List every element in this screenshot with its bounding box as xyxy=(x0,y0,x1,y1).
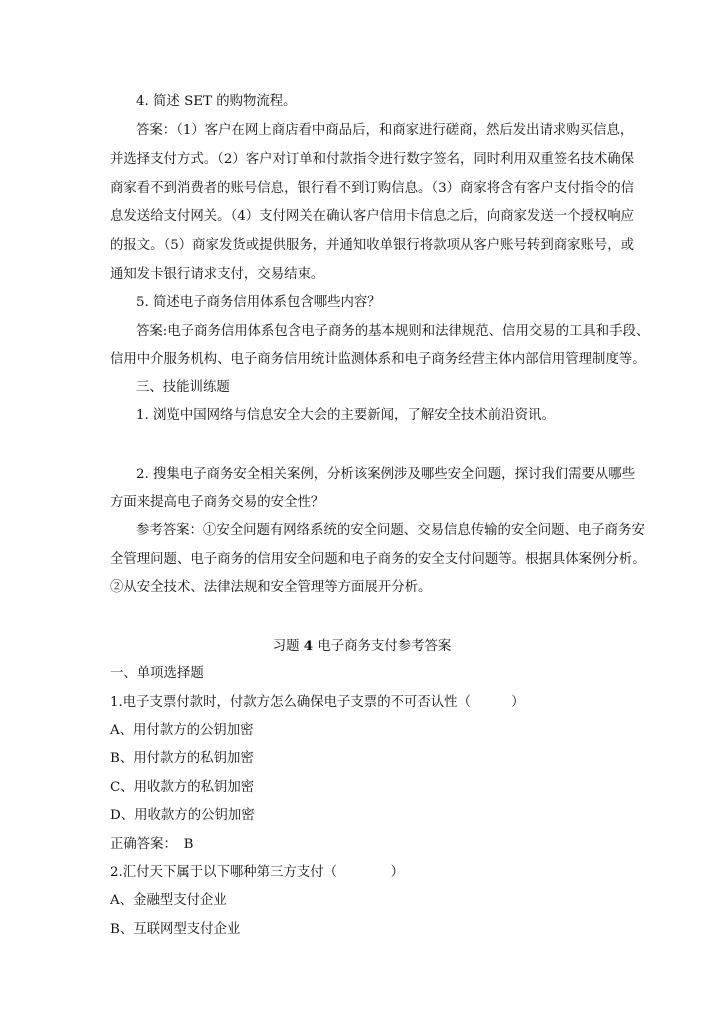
q4-answer-line: 答案：（1）客户在网上商店看中商品后，和商家进行磋商，然后发出请求购买信息， xyxy=(136,123,634,138)
q4-answer-line: 的报文。（5）商家发货或提供服务，并通知收单银行将款项从客户账号转到商家账号，或 xyxy=(110,238,635,253)
q5-answer-line: 答案:电子商务信用体系包含电子商务的基本规则和法律规范、信用交易的工具和手段、 xyxy=(136,324,650,339)
q5-answer-line: 信用中介服务机构、电子商务信用统计监测体系和电子商务经营主体内部信用管理制度等。 xyxy=(110,352,646,367)
mc-question-1: 1.电子支票付款时，付款方怎么确保电子支票的不可否认性（ ） xyxy=(110,695,525,710)
exercise-title-number: 4 xyxy=(303,638,314,654)
mc1-option-b: B、用付款方的私钥加密 xyxy=(110,751,254,766)
mc2-option-a: A、金融型支付企业 xyxy=(110,893,227,908)
mc2-option-b: B、互联网型支付企业 xyxy=(110,922,241,937)
q4-answer-line: 息发送给支付网关。（4）支付网关在确认客户信用卡信息之后，向商家发送一个授权响应 xyxy=(110,209,635,224)
exercise-title-text: 电子商务支付参考答案 xyxy=(317,639,452,654)
section-1-title: 一、单项选择题 xyxy=(110,666,204,681)
mc1-option-a: A、用付款方的公钥加密 xyxy=(110,723,254,738)
mc1-correct-answer: 正确答案： B xyxy=(110,837,194,852)
q4-answer-line: 通知发卡银行请求支付，交易结束。 xyxy=(110,267,325,282)
exercise-title-prefix: 习题 xyxy=(272,639,300,654)
skill-item-1: 1. 浏览中国网络与信息安全大会的主要新闻，了解安全技术前沿资讯。 xyxy=(136,408,555,423)
skill-item-2-line: 2. 搜集电子商务安全相关案例，分析该案例涉及哪些安全问题，探讨我们需要从哪些 xyxy=(136,467,636,482)
q4-answer-line: 并选择支付方式。（2）客户对订单和付款指令进行数字签名，同时利用双重签名技术确保 xyxy=(110,152,635,167)
q4-answer-line: 商家看不到消费者的账号信息，银行看不到订购信息。（3）商家将含有客户支付指令的信 xyxy=(110,181,635,196)
reference-answer-line: ②从安全技术、法律法规和安全管理等方面展开分析。 xyxy=(110,580,432,595)
section-3-title: 三、技能训练题 xyxy=(136,380,230,395)
question-4: 4. 简述 SET 的购物流程。 xyxy=(136,94,297,109)
skill-item-2-line: 方面来提高电子商务交易的安全性？ xyxy=(110,495,325,510)
mc-question-2: 2.汇付天下属于以下哪种第三方支付（ ） xyxy=(110,865,404,880)
reference-answer-line: 参考答案：①安全问题有网络系统的安全问题、交易信息传输的安全问题、电子商务安 xyxy=(136,523,645,538)
reference-answer-line: 全管理问题、电子商务的信用安全问题和电子商务的安全支付问题等。根据具体案例分析。 xyxy=(110,552,646,567)
question-5: 5. 简述电子商务信用体系包含哪些内容？ xyxy=(136,295,381,310)
exercise-4-title xyxy=(0,636,724,657)
mc1-option-c: C、用收款方的私钥加密 xyxy=(110,780,255,795)
mc1-option-d: D、用收款方的公钥加密 xyxy=(110,808,255,823)
